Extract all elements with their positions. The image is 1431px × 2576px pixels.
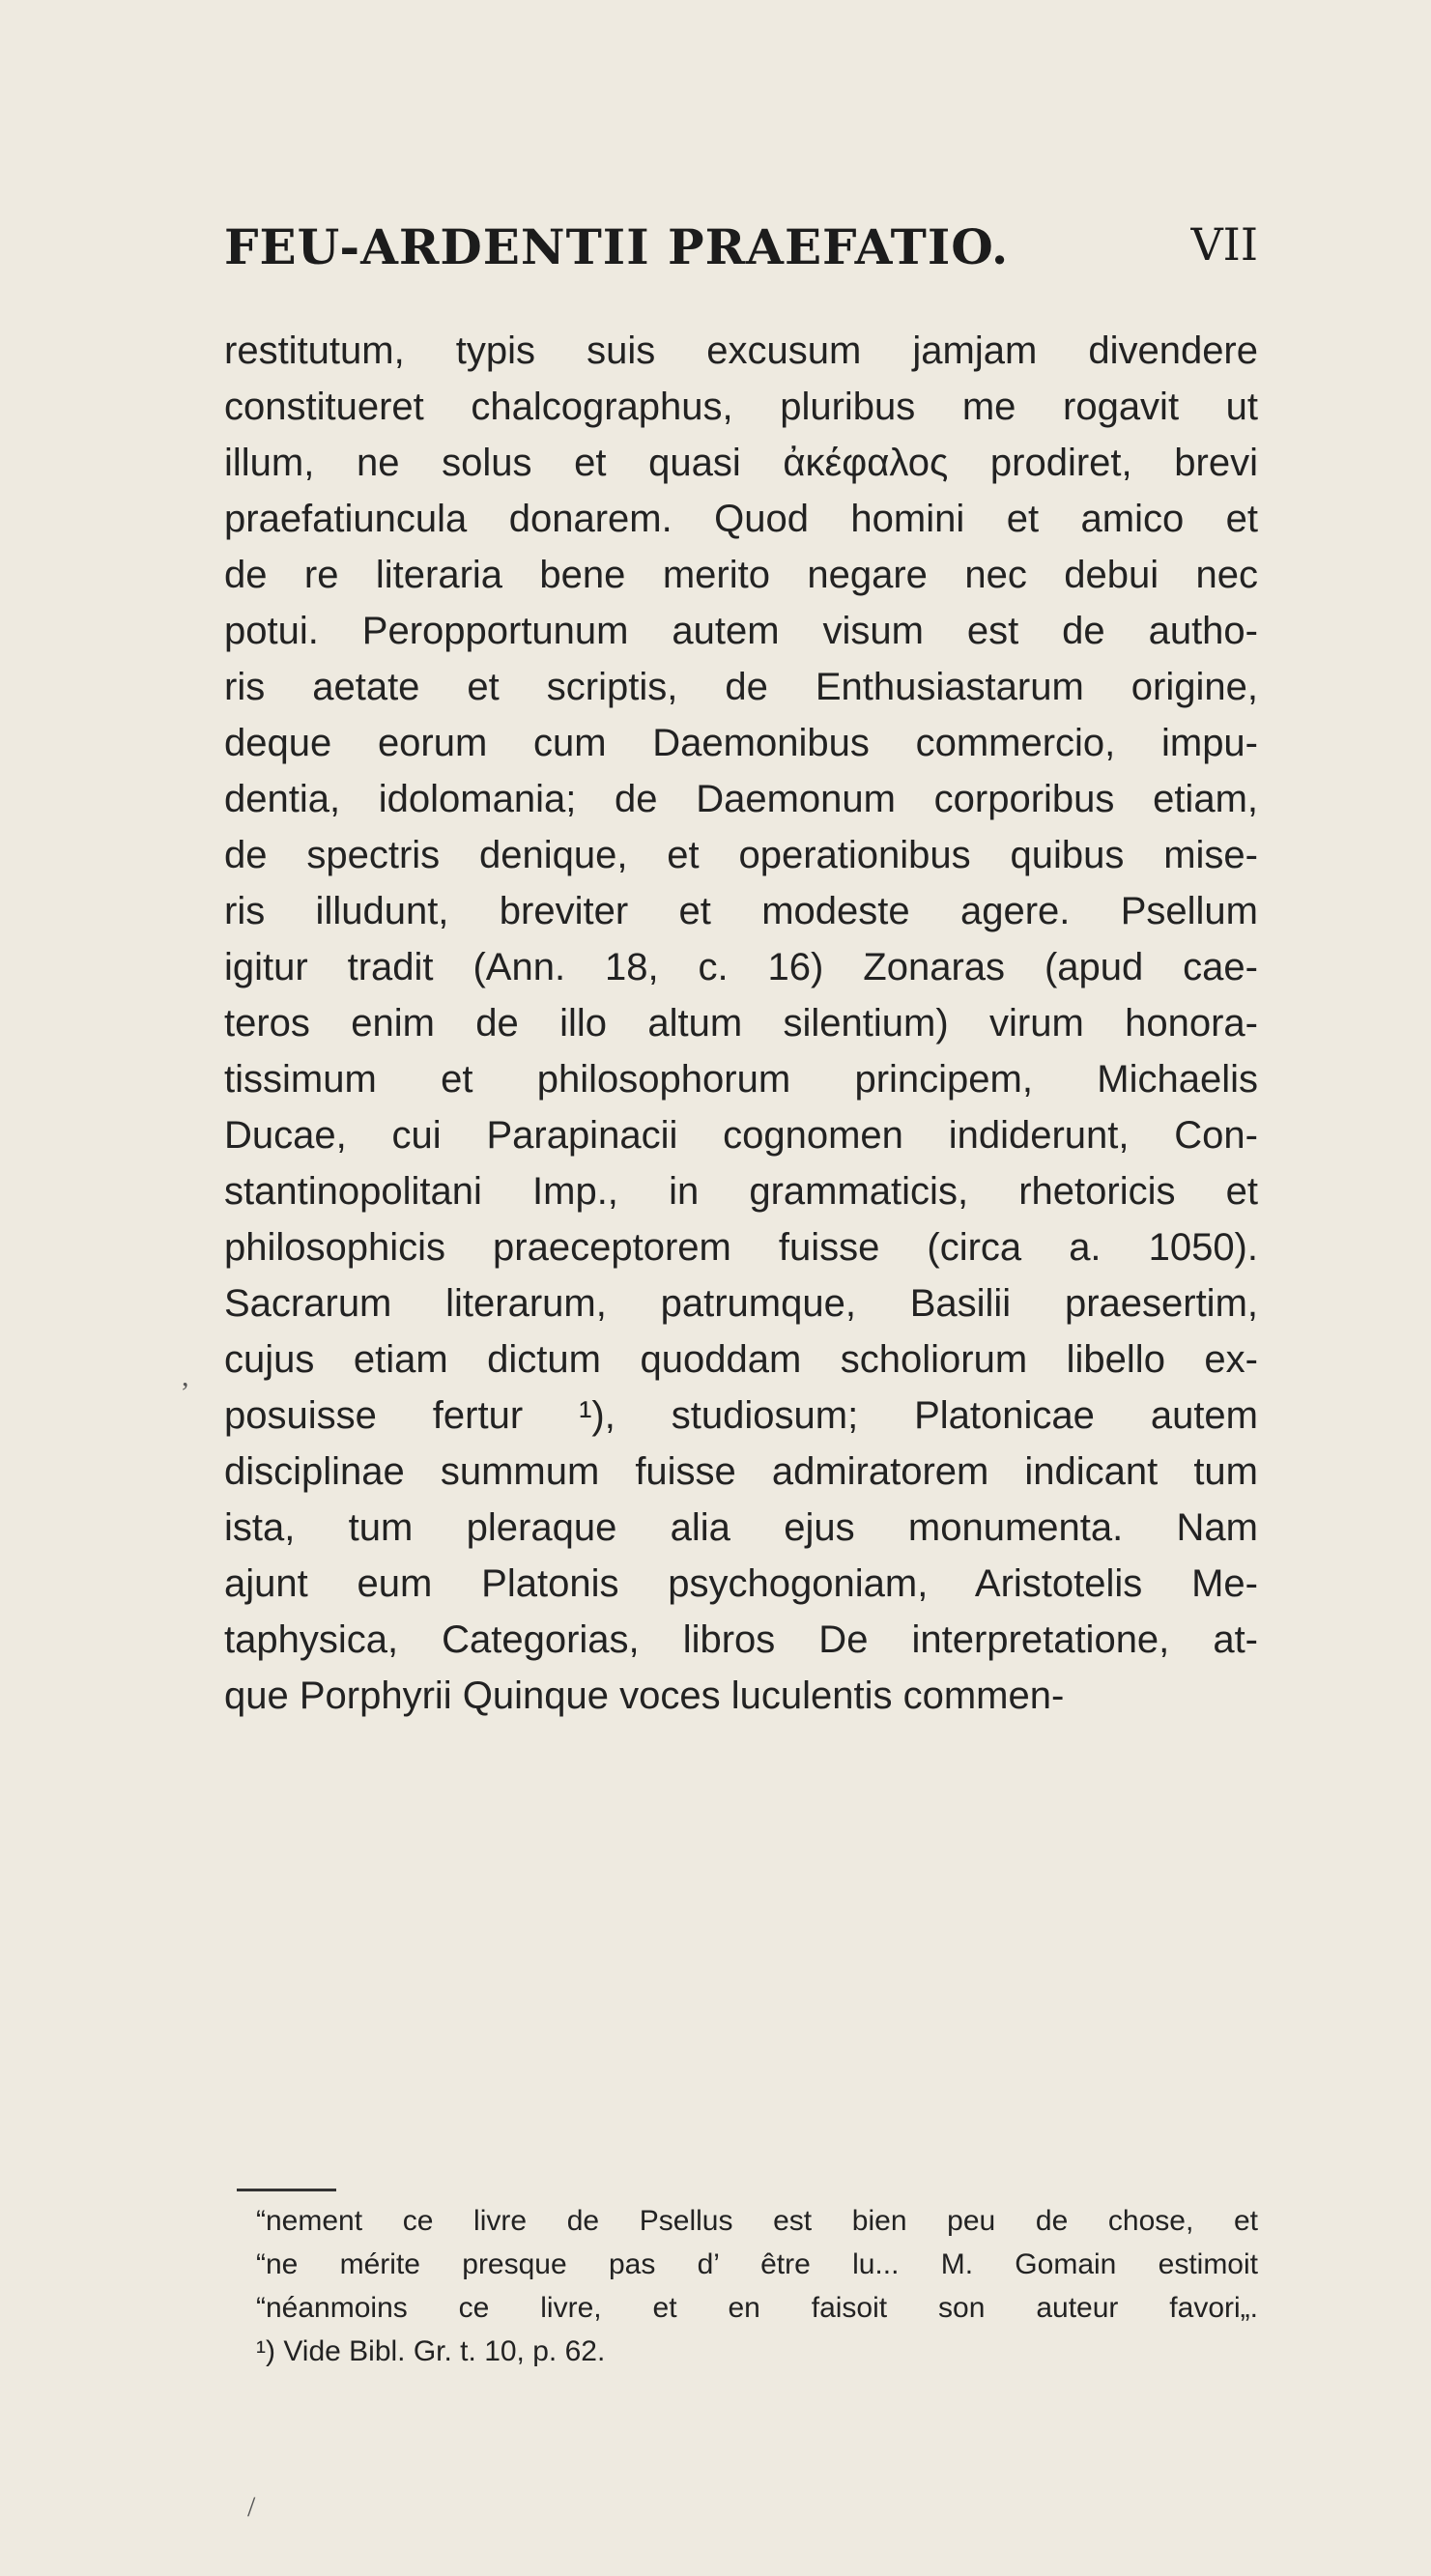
text-line: de spectris denique, et operationibus quibus mise- — [224, 834, 1258, 876]
text-line: tissimum et philosophorum principem, Michaelis — [224, 1058, 1258, 1101]
text-line: ris aetate et scriptis, de Enthusiastarum origine, — [224, 666, 1258, 708]
footnote-line: ¹) Vide Bibl. Gr. t. 10, p. 62. — [256, 2335, 606, 2367]
page-number: VII — [1190, 218, 1258, 271]
text-line: ajunt eum Platonis psychogoniam, Aristotelis Me- — [224, 1562, 1258, 1605]
text-line: disciplinae summum fuisse admiratorem indicant tum — [224, 1450, 1258, 1493]
footnote-line: “nement ce livre de Psellus est bien peu de chose, et — [256, 2205, 1258, 2237]
text-line: potui. Peropportunum autem visum est de autho- — [224, 610, 1258, 652]
text-line: stantinopolitani Imp., in grammaticis, rhetoricis et — [224, 1170, 1258, 1213]
margin-mark: , — [182, 1360, 189, 1392]
text-line: illum, ne solus et quasi ἀκέφαλος prodiret, brevi — [224, 442, 1258, 484]
text-line: cujus etiam dictum quoddam scholiorum libello ex- — [224, 1338, 1258, 1381]
footnote-line: “ne mérite presque pas d’ être lu... M. Gomain estimoit — [256, 2248, 1258, 2280]
text-line: igitur tradit (Ann. 18, c. 16) Zonaras (apud cae- — [224, 946, 1258, 988]
text-line: philosophicis praeceptorem fuisse (circa a. 1050). — [224, 1226, 1258, 1269]
text-line: restitutum, typis suis excusum jamjam divendere — [224, 329, 1258, 372]
text-line: praefatiuncula donarem. Quod homini et amico et — [224, 498, 1258, 540]
page-title: FEU-ARDENTII PRAEFATIO. — [224, 218, 1010, 275]
text-line: de re literaria bene merito negare nec debui nec — [224, 554, 1258, 596]
text-line: ris illudunt, breviter et modeste agere. Psellum — [224, 890, 1258, 932]
text-line: Ducae, cui Parapinacii cognomen indiderunt, Con- — [224, 1114, 1258, 1157]
running-header — [224, 218, 1258, 286]
text-line: teros enim de illo altum silentium) virum honora- — [224, 1002, 1258, 1045]
text-line: dentia, idolomania; de Daemonum corporibus etiam, — [224, 778, 1258, 820]
text-line: Sacrarum literarum, patrumque, Basilii praesertim, — [224, 1282, 1258, 1325]
footnote-rule — [237, 2189, 336, 2191]
text-line: constitueret chalcographus, pluribus me rogavit ut — [224, 386, 1258, 428]
bottom-mark: / — [247, 2491, 256, 2523]
text-line: taphysica, Categorias, libros De interpretatione, at- — [224, 1618, 1258, 1661]
footnote-line: “néanmoins ce livre, et en faisoit son auteur favori„. — [256, 2292, 1258, 2324]
text-line: ista, tum pleraque alia ejus monumenta. Nam — [224, 1506, 1258, 1549]
text-line: posuisse fertur ¹), studiosum; Platonicae autem — [224, 1394, 1258, 1437]
text-line: que Porphyrii Quinque voces luculentis commen- — [224, 1674, 1065, 1717]
text-line: deque eorum cum Daemonibus commercio, impu- — [224, 722, 1258, 764]
